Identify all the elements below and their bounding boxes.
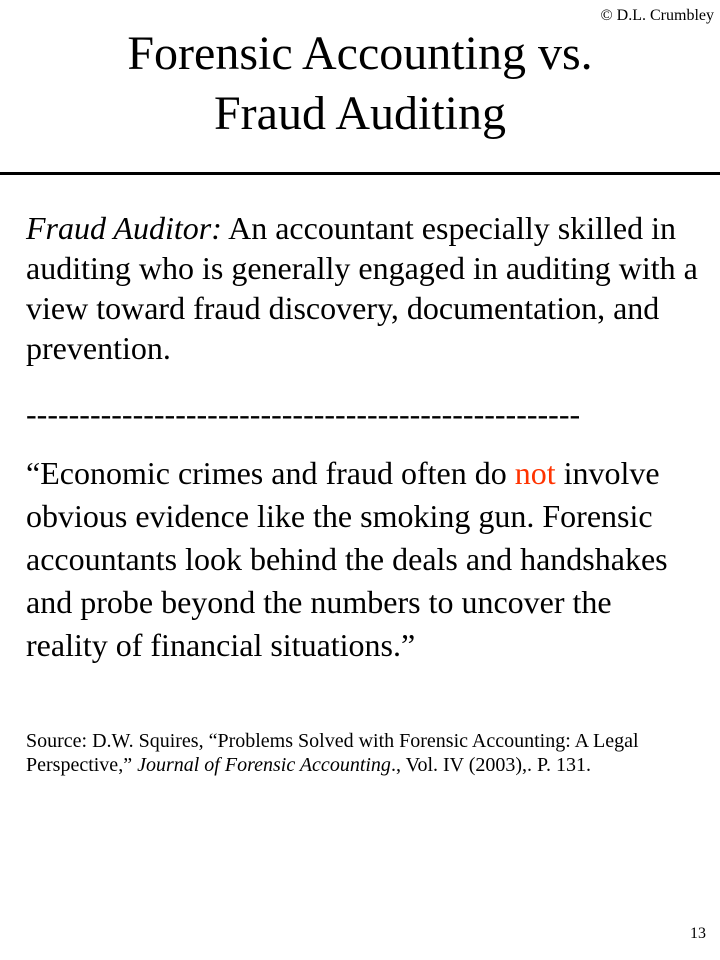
title-divider — [0, 172, 720, 175]
definition-term: Fraud Auditor: — [26, 210, 222, 246]
quote-emphasis-not: not — [514, 455, 556, 491]
copyright-notice: © D.L. Crumbley — [600, 7, 714, 24]
slide-title-line-1: Forensic Accounting vs. — [127, 27, 593, 80]
source-journal: Journal of Forensic Accounting — [137, 754, 391, 776]
source-citation — [26, 729, 706, 777]
fraud-auditor-definition — [26, 208, 706, 368]
definition-text: An accountant especially skilled in auditing who is generally engaged in auditing with a view toward fraud discovery, documentation, and prevention. — [26, 210, 698, 366]
slide-title-line-2: Fraud Auditing — [213, 87, 506, 140]
dashed-separator: ---------------------------------------------------- — [26, 396, 581, 432]
quote-text-start: “Economic crimes and fraud often do — [26, 455, 515, 491]
squires-quote — [26, 452, 696, 667]
slide-title — [0, 24, 720, 144]
source-prefix: Source: D.W. Squires, “Problems Solved with Forensic Accounting: A Legal Perspective,” — [26, 730, 639, 776]
source-suffix: ., Vol. IV (2003),. P. 131. — [390, 754, 591, 776]
page-number: 13 — [690, 925, 706, 942]
quote-text-end: involve obvious evidence like the smoking gun. Forensic accountants look behind the deals and handshakes and probe beyond the numbers to uncover the reality of financial situations.” — [26, 455, 668, 663]
